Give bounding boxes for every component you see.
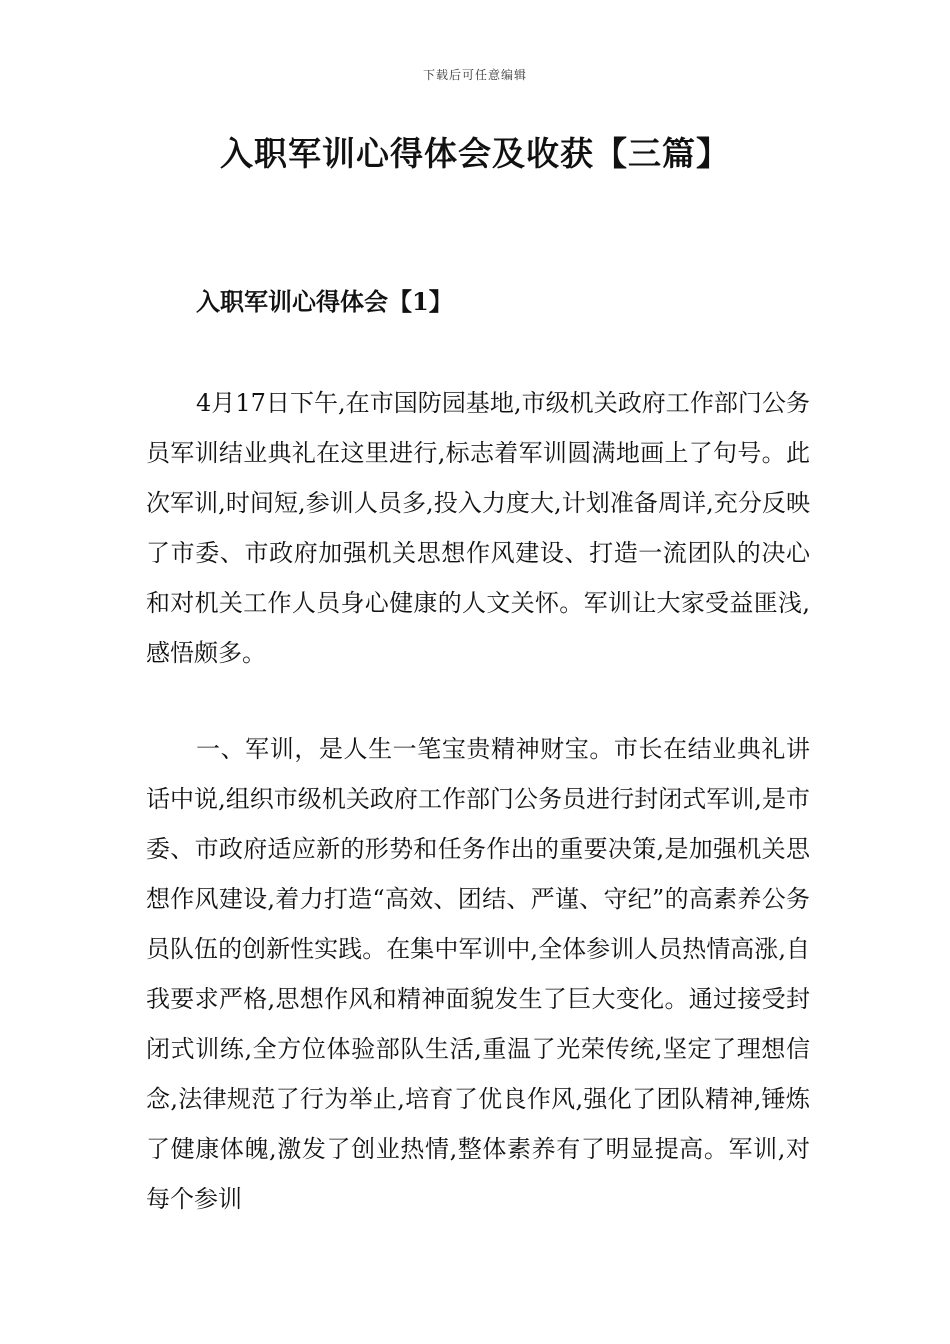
body-paragraph: 4月17日下午,在市国防园基地,市级机关政府工作部门公务员军训结业典礼在这里进行,标志着军训圆满地画上了句号。此次军训,时间短,参训人员多,投入力度大,计划准备周详,充分反映了市委、市政府加强机关思想作风建设、打造一流团队的决心和对机关工作人员身心健康的人文关怀。军训让大家受益匪浅,感悟颇多。 (146, 389, 810, 667)
header-note: 下载后可任意编辑 (422, 68, 527, 82)
section-heading: 入职军训心得体会【1】 (196, 287, 453, 316)
body-paragraph: 一、军训，是人生一笔宝贵精神财宝。市长在结业典礼讲话中说,组织市级机关政府工作部门公务员进行封闭式军训,是市委、市政府适应新的形势和任务作出的重要决策,是加强机关思想作风建设,着力打造“高效、团结、严谨、守纪”的高素养公务员队伍的创新性实践。在集中军训中,全体参训人员热情高涨,自我要求严格,思想作风和精神面貌发生了巨大变化。通过接受封闭式训练,全方位体验部队生活,重温了光荣传统,坚定了理想信念,法律规范了行为举止,培育了优良作风,强化了团队精神,锤炼了健康体魄,激发了创业热情,整体素养有了明显提高。军训,对每个参训 (146, 735, 810, 1213)
document-title: 入职军训心得体会及收获【三篇】 (220, 134, 730, 173)
